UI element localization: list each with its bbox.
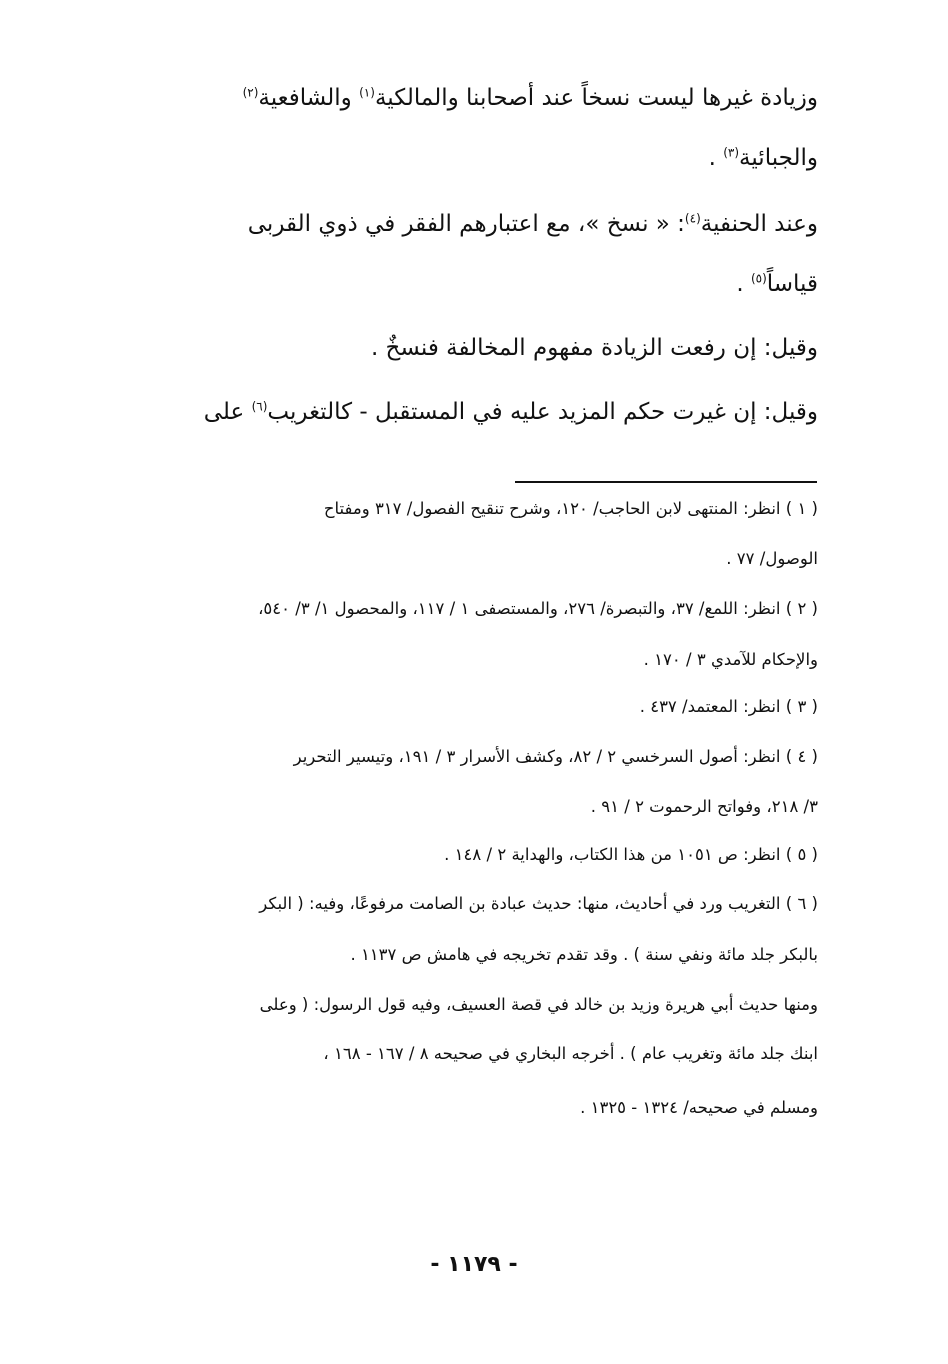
footnote-marker: (٢) [242, 85, 259, 100]
footnote-marker: (٣) [723, 145, 740, 160]
footnote-line: ( ٥ ) انظر: ص ١٠٥١ من هذا الكتاب، والهداية ٢ / ١٤٨ . [444, 845, 818, 864]
body-text-segment: وعند الحنفية [700, 211, 818, 237]
body-text-segment: على [203, 399, 252, 425]
body-line [204, 392, 818, 432]
footnote-line: ( ٦ ) التغريب ورد في أحاديث، منها: حديث عبادة بن الصامت مرفوعًا، وفيه: ( البكر [259, 894, 818, 913]
body-line [371, 328, 818, 368]
body-line [736, 264, 818, 304]
body-text-segment: وقيل: إن غيرت حكم المزيد عليه في المستقبل - كالتغريب [267, 399, 818, 425]
footnote-separator [515, 481, 817, 483]
footnote-marker: (٥) [750, 271, 767, 286]
body-text-segment: . [736, 271, 751, 297]
footnote-line: ومنها حديث أبي هريرة وزيد بن خالد في قصة العسيف، وفيه قول الرسول: ( وعلى [259, 995, 818, 1014]
footnote-line: ومسلم في صحيحه/ ١٣٢٤ - ١٣٢٥ . [580, 1098, 818, 1117]
footnote-line: ٣/ ٢١٨، وفواتح الرحموت ٢ / ٩١ . [590, 797, 818, 816]
body-text-segment: والجبائية [739, 145, 818, 171]
body-text-segment: وزيادة غيرها ليست نسخاً عند أصحابنا والمالكية [374, 85, 818, 111]
footnote-line: بالبكر جلد مائة ونفي سنة ) . وقد تقدم تخريجه في هامش ص ١١٣٧ . [350, 945, 818, 964]
footnote-line: ابنك جلد مائة وتغريب عام ) . أخرجه البخاري في صحيحه ٨ / ١٦٧ - ١٦٨ ، [323, 1044, 818, 1063]
footnote-line: ( ٣ ) انظر: المعتمد/ ٤٣٧ . [639, 697, 818, 716]
footnote-line: ( ١ ) انظر: المنتهى لابن الحاجب/ ١٢٠، وشرح تنقيح الفصول/ ٣١٧ ومفتاح [323, 499, 818, 518]
footnote-marker: (٤) [684, 211, 701, 226]
body-text-segment: والشافعية [258, 85, 360, 111]
body-text-segment: قياساً [766, 271, 818, 297]
body-text-segment: : « نسخ »، مع اعتبارهم الفقر في ذوي القربى [247, 211, 685, 237]
footnote-marker: (١) [359, 85, 375, 100]
footnote-line: والإحكام للآمدي ٣ / ١٧٠ . [643, 650, 818, 669]
body-line [709, 138, 818, 178]
footnote-line: ( ٤ ) انظر: أصول السرخسي ٢ / ٨٢، وكشف الأسرار ٣ / ١٩١، وتيسير التحرير [293, 747, 818, 766]
body-line [243, 78, 818, 118]
footnote-line: ( ٢ ) انظر: اللمع/ ٣٧، والتبصرة/ ٢٧٦، والمستصفى ١ / ١١٧، والمحصول ١/ ٣/ ٥٤٠، [258, 599, 818, 618]
footnote-marker: (٦) [251, 399, 268, 414]
body-text-segment: وقيل: إن رفعت الزيادة مفهوم المخالفة فنسخٌ . [370, 335, 818, 361]
page-number: - ١١٧٩ - [430, 1252, 518, 1277]
footnote-line: الوصول/ ٧٧ . [726, 549, 818, 568]
body-line [248, 204, 818, 244]
body-text-segment: . [708, 145, 724, 171]
